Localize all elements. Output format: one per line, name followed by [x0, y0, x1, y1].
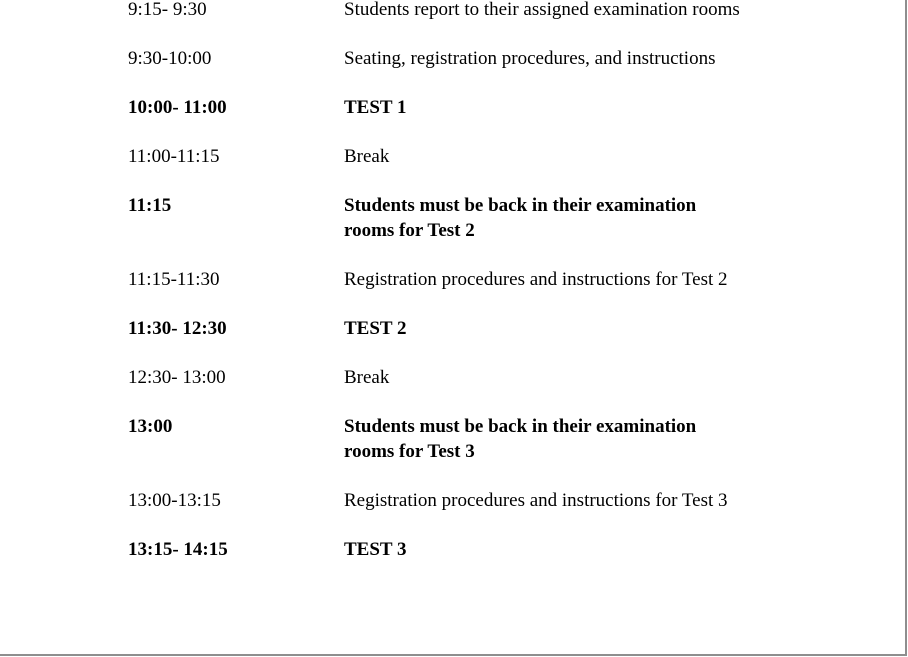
schedule-row	[128, 144, 848, 169]
schedule-row	[128, 488, 848, 513]
schedule-time: 11:15	[128, 195, 172, 216]
schedule-activity: TEST 1	[344, 97, 407, 118]
schedule-time: 13:00-13:15	[128, 490, 221, 511]
schedule-activity: Registration procedures and instructions for Test 2	[344, 269, 728, 290]
schedule-time: 9:15- 9:30	[128, 0, 207, 20]
schedule-time: 11:30- 12:30	[128, 318, 227, 339]
schedule-row	[128, 193, 848, 243]
schedule-row	[128, 365, 848, 390]
schedule-activity: Break	[344, 146, 390, 167]
schedule-time: 12:30- 13:00	[128, 367, 226, 388]
schedule-time: 13:15- 14:15	[128, 539, 228, 560]
schedule-activity: Students must be back in their examination rooms for Test 3	[344, 416, 697, 462]
schedule-time: 13:00	[128, 416, 173, 437]
schedule-activity: Students report to their assigned examination rooms	[344, 0, 740, 20]
schedule-row	[128, 95, 848, 120]
schedule-activity: TEST 3	[344, 539, 407, 560]
schedule-activity: TEST 2	[344, 318, 407, 339]
schedule-activity: Students must be back in their examination rooms for Test 2	[344, 195, 697, 241]
schedule-activity: Seating, registration procedures, and instructions	[344, 48, 716, 69]
schedule-time: 10:00- 11:00	[128, 97, 227, 118]
schedule-row	[128, 0, 848, 22]
schedule-time: 11:15-11:30	[128, 269, 220, 290]
schedule-activity: Break	[344, 367, 390, 388]
schedule-row	[128, 316, 848, 341]
schedule-time: 9:30-10:00	[128, 48, 212, 69]
exam-schedule	[128, 0, 848, 562]
schedule-row	[128, 537, 848, 562]
schedule-row	[128, 414, 848, 464]
schedule-time: 11:00-11:15	[128, 146, 220, 167]
schedule-row	[128, 46, 848, 71]
schedule-row	[128, 267, 848, 292]
schedule-activity: Registration procedures and instructions for Test 3	[344, 490, 728, 511]
